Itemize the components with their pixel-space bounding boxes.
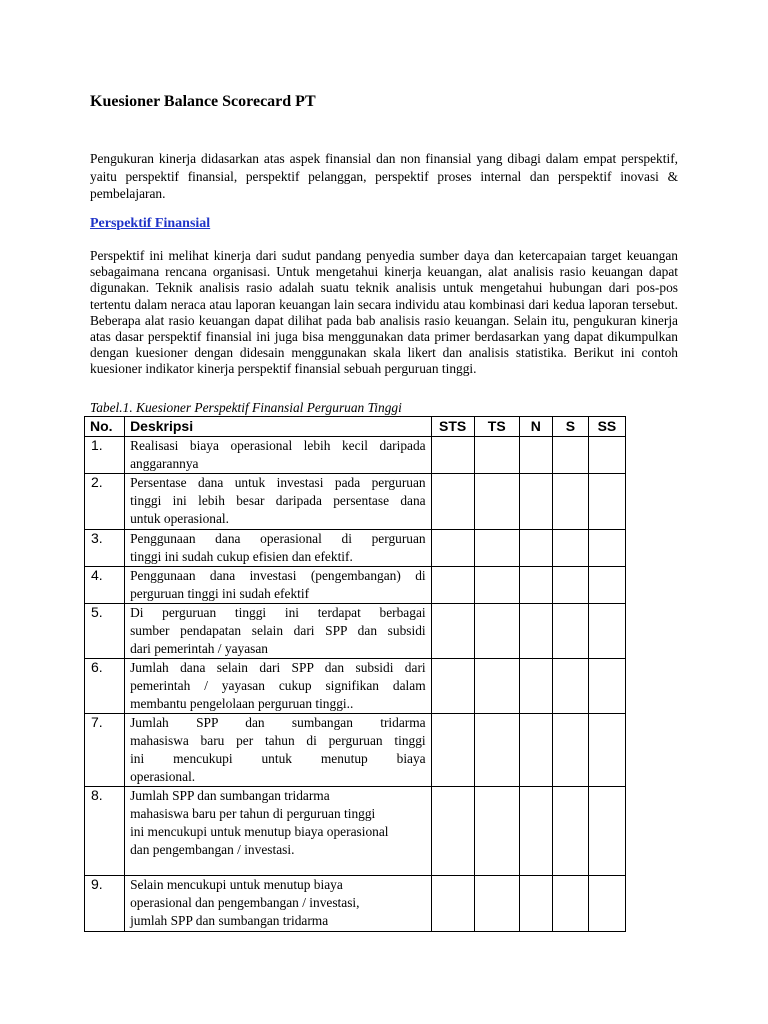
rating-cell-sts[interactable] [431,659,474,714]
rating-cell-sts[interactable] [431,787,474,876]
row-number: 7. [85,714,125,787]
table-caption: Tabel.1. Kuesioner Perspektif Finansial Perguruan Tinggi [90,400,402,415]
table-row [85,474,626,530]
description-line: Penggunaan dana operasional di perguruan [130,531,426,546]
description-line: mahasiswa baru per tahun di perguruan tinggi [130,733,426,748]
rating-cell-ts[interactable] [474,604,519,659]
rating-cell-ss[interactable] [588,714,625,787]
rating-cell-n[interactable] [519,787,552,876]
rating-cell-s[interactable] [552,567,588,604]
table-row [85,437,626,474]
description-line: Jumlah SPP dan sumbangan tridarma [130,788,330,803]
header-ts: TS [474,417,519,437]
rating-cell-ts[interactable] [474,474,519,530]
rating-cell-s[interactable] [552,659,588,714]
table-row [85,659,626,714]
description-line: tinggi ini sudah cukup efisien dan efektif. [130,549,353,564]
description-line: ini mencukupi untuk menutup biaya [130,751,426,766]
rating-cell-ss[interactable] [588,567,625,604]
row-number: 9. [85,876,125,932]
row-description [125,876,432,932]
rating-cell-s[interactable] [552,437,588,474]
description-line: operasional. [130,769,196,784]
rating-cell-ts[interactable] [474,714,519,787]
description-line: Selain mencukupi untuk menutup biaya [130,877,343,892]
rating-cell-n[interactable] [519,659,552,714]
row-description [125,530,432,567]
rating-cell-sts[interactable] [431,474,474,530]
table-header-row [85,417,626,437]
rating-cell-s[interactable] [552,530,588,567]
rating-cell-ss[interactable] [588,437,625,474]
row-number: 6. [85,659,125,714]
row-number: 3. [85,530,125,567]
rating-cell-s[interactable] [552,787,588,876]
rating-cell-ss[interactable] [588,876,625,932]
rating-cell-s[interactable] [552,714,588,787]
intro-paragraph: Pengukuran kinerja didasarkan atas aspek finansial dan non finansial yang dibagi dalam empat perspektif, yaitu perspektif finansial, perspektif pelanggan, perspektif proses internal dan perspektif inovasi & pembelajaran. [90,151,678,201]
rating-cell-ts[interactable] [474,876,519,932]
row-number: 4. [85,567,125,604]
rating-cell-n[interactable] [519,876,552,932]
header-no: No. [85,417,125,437]
row-description [125,567,432,604]
rating-cell-n[interactable] [519,474,552,530]
rating-cell-sts[interactable] [431,567,474,604]
rating-cell-ts[interactable] [474,787,519,876]
rating-cell-sts[interactable] [431,714,474,787]
description-line: untuk operasional. [130,511,229,526]
header-s: S [552,417,588,437]
rating-cell-sts[interactable] [431,530,474,567]
rating-cell-n[interactable] [519,530,552,567]
table-row [85,714,626,787]
description-line: ini mencukupi untuk menutup biaya operasional [130,824,389,839]
rating-cell-n[interactable] [519,714,552,787]
rating-cell-s[interactable] [552,876,588,932]
rating-cell-ts[interactable] [474,659,519,714]
rating-cell-ss[interactable] [588,474,625,530]
rating-cell-ss[interactable] [588,604,625,659]
rating-cell-s[interactable] [552,474,588,530]
rating-cell-n[interactable] [519,437,552,474]
row-number: 5. [85,604,125,659]
rating-cell-n[interactable] [519,604,552,659]
description-line: Jumlah dana selain dari SPP dan subsidi dari [130,660,426,675]
description-line: tinggi ini lebih besar daripada persentase dana [130,493,426,508]
row-description [125,714,432,787]
description-line: pemerintah / yayasan cukup signifikan dalam [130,678,426,693]
row-description [125,659,432,714]
description-line: Penggunaan dana investasi (pengembangan) di [130,568,426,583]
description-line: mahasiswa baru per tahun di perguruan tinggi [130,806,376,821]
description-line: membantu pengelolaan perguruan tinggi.. [130,696,354,711]
description-line: dari pemerintah / yayasan [130,641,269,656]
rating-cell-sts[interactable] [431,876,474,932]
rating-cell-ss[interactable] [588,787,625,876]
row-description [125,604,432,659]
header-sts: STS [431,417,474,437]
table-row [85,567,626,604]
table-row [85,876,626,932]
row-description [125,437,432,474]
row-description [125,787,432,876]
rating-cell-ss[interactable] [588,530,625,567]
rating-cell-n[interactable] [519,567,552,604]
row-number: 1. [85,437,125,474]
description-line: Di perguruan tinggi ini terdapat berbagai [130,605,426,620]
rating-cell-ss[interactable] [588,659,625,714]
table-row [85,787,626,876]
row-number: 8. [85,787,125,876]
description-line: sumber pendapatan selain dari SPP dan subsidi [130,623,426,638]
description-line: Persentase dana untuk investasi pada perguruan [130,475,426,490]
section-heading-link[interactable]: Perspektif Finansial [90,216,211,231]
description-line: perguruan tinggi ini sudah efektif [130,586,310,601]
rating-cell-sts[interactable] [431,437,474,474]
rating-cell-ts[interactable] [474,567,519,604]
header-n: N [519,417,552,437]
table-row [85,530,626,567]
questionnaire-table [84,416,626,932]
header-deskripsi: Deskripsi [125,417,432,437]
description-line: dan pengembangan / investasi. [130,842,295,857]
rating-cell-sts[interactable] [431,604,474,659]
rating-cell-ts[interactable] [474,437,519,474]
description-line: Jumlah SPP dan sumbangan tridarma [130,715,426,730]
row-number: 2. [85,474,125,530]
description-line: anggarannya [130,456,199,471]
rating-cell-s[interactable] [552,604,588,659]
description-line: jumlah SPP dan sumbangan tridarma [130,913,329,928]
header-ss: SS [588,417,625,437]
table-row [85,604,626,659]
section-paragraph: Perspektif ini melihat kinerja dari sudut pandang penyedia sumber daya dan ketercapaian target keuangan sebagaimana rencana organisasi. Untuk mengetahui kinerja keuangan, alat analisis rasio keuangan dapat digunakan. Teknik analisis rasio adalah suatu teknik analisis untuk mengetahui hubungan dari pos-pos tertentu dalam neraca atau laporan keuangan lain secara individu atau kombinasi dari kedua laporan tersebut. Beberapa alat rasio keuangan dapat dilihat pada bab analisis rasio keuangan. Selain itu, pengukuran kinerja atas dasar perspektif finansial ini juga bisa menggunakan data primer berdasarkan yang dapat dikumpulkan dengan kuesioner dengan didesain menggunakan skala likert dan analisis statistika. Berikut ini contoh kuesioner indikator kinerja perspektif finansial sebuah perguruan tinggi. [90,248,678,377]
description-line: Realisasi biaya operasional lebih kecil daripada [130,438,426,453]
page-title: Kuesioner Balance Scorecard PT [90,93,316,110]
row-description [125,474,432,530]
description-line: operasional dan pengembangan / investasi, [130,895,360,910]
rating-cell-ts[interactable] [474,530,519,567]
